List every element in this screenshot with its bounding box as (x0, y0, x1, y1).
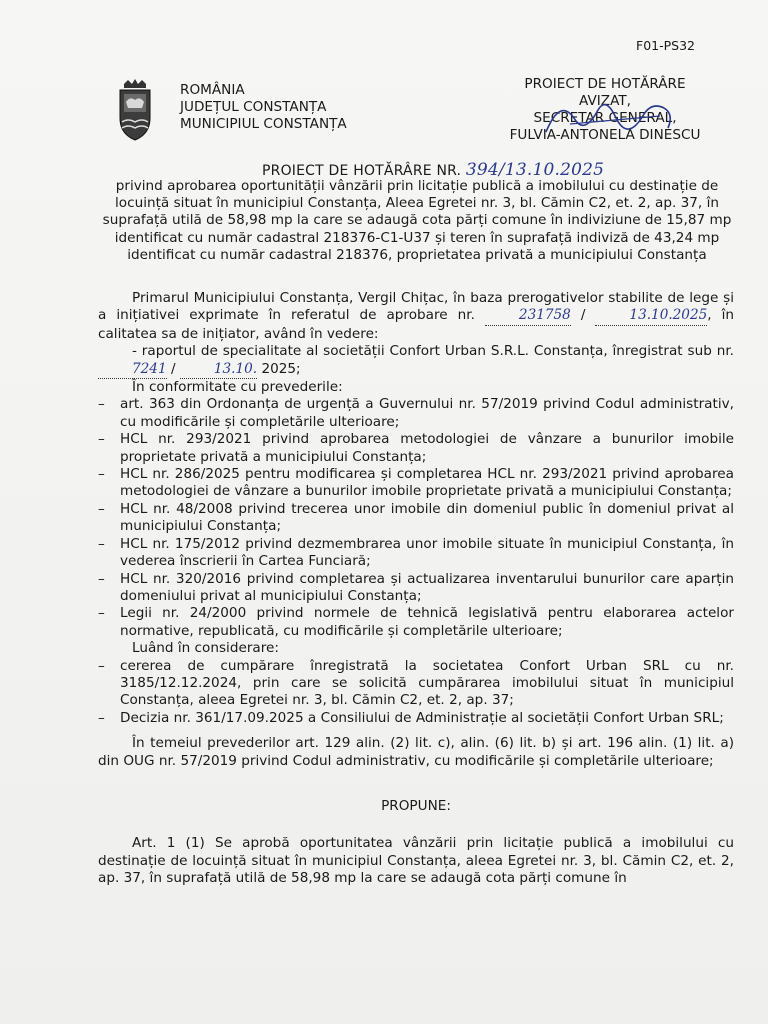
list-item-text: HCL nr. 175/2012 privind dezmembrarea unor imobile situate în municipiul Constanța, în vederea înscrierii în Cartea Funciară; (120, 535, 734, 570)
list-dash: – (98, 709, 105, 726)
list-item (98, 536, 734, 571)
list-item (98, 658, 734, 710)
propune-heading: PROPUNE: (381, 797, 451, 814)
referat-separator: / (580, 307, 586, 324)
list-item-text: Decizia nr. 361/17.09.2025 a Consiliului de Administrație al societății Confort Urban SRL; (120, 709, 724, 726)
intro-text-2: , în calitatea sa de inițiator, având în vedere: (98, 307, 734, 342)
list-item-text: Legii nr. 24/2000 privind normele de tehnică legislativă pentru elaborarea actelor normative, republicată, cu modificările și completările ulterioare; (120, 605, 734, 639)
referat-date: 13.10.2025 (595, 307, 707, 325)
list-item (98, 501, 734, 536)
approval-role: SECRETAR GENERAL, (533, 110, 677, 126)
document-body (98, 290, 734, 888)
conformitate-heading: În conformitate cu prevederile: (132, 379, 343, 396)
list-item (98, 466, 734, 501)
issuer-header (180, 82, 347, 133)
list-item (98, 396, 734, 431)
raport-paragraph (98, 343, 734, 379)
article-1-paragraph: Art. 1 (1) Se aprobă oportunitatea vânzării prin licitație publică a imobilului cu destinație de locuință situat în municipiul Constanța, aleea Egretei nr. 3, bl. Cămin C2, et. 2, ap. 37, în suprafață utilă de 58,98 mp la care se adaugă cota părți comune în (98, 835, 734, 887)
list-item-text: art. 363 din Ordonanța de urgență a Guvernului nr. 57/2019 privind Codul administrativ, cu modificările și completările ulterioare; (120, 396, 734, 430)
list-dash: – (98, 466, 105, 483)
referat-number: 231758 (485, 307, 571, 325)
raport-date: 13.10. (180, 361, 257, 379)
list-item-text: HCL nr. 320/2016 privind completarea și actualizarea inventarului bunurilor care aparțin domeniului privat al municipiului Constanța; (120, 570, 734, 604)
list-item-text: HCL nr. 286/2025 pentru modificarea și completarea HCL nr. 293/2021 privind aprobarea metodologiei de vânzare a bunurilor imobile proprietate privată a municipiului Constanța; (120, 466, 734, 500)
issuer-municipality: MUNICIPIUL CONSTANȚA (180, 116, 347, 132)
title-number-handwritten: 394/13.10.2025 (465, 160, 605, 180)
list-dash: – (98, 431, 105, 448)
considerare-heading: Luând în considerare: (132, 640, 279, 657)
conformitate-list (98, 396, 734, 640)
signature-scribble (540, 88, 690, 148)
spacer (98, 727, 734, 735)
coat-of-arms-icon (116, 78, 154, 142)
raport-separator: / (170, 360, 176, 377)
issuer-country: ROMÂNIA (180, 82, 245, 98)
raport-text: - raportul de specialitate al societății Confort Urban S.R.L. Constanța, înregistrat sub nr. (132, 343, 734, 360)
approval-doc-type: PROIECT DE HOTĂRÂRE (524, 76, 686, 92)
list-dash: – (98, 500, 105, 517)
document-subject: privind aprobarea oportunității vânzării prin licitație publică a imobilului cu destinație de locuință situat în municipiul Constanța, Aleea Egretei nr. 3, bl. Cămin C2, et. 2, ap. 37, în suprafață utilă de 58,98 mp la care se adaugă cota părți comune în indiviziune de 15,87 mp identificat cu număr cadastral 218376-C1-U37 și teren în suprafață indiviză de 43,24 mp identificat cu număr cadastral 218376, proprietatea privată a municipiului Constanța (102, 178, 732, 263)
intro-text-1: Primarul Municipiului Constanța, Vergil Chițac, în baza prerogativelor stabilite de lege și a inițiativei exprimate în referatul de aprobare nr. (98, 290, 734, 324)
list-dash: – (98, 535, 105, 552)
list-item (98, 710, 734, 727)
list-dash: – (98, 396, 105, 413)
list-dash: – (98, 570, 105, 587)
approval-name: FULVIA-ANTONELA DINESCU (509, 127, 701, 143)
list-dash: – (98, 605, 105, 622)
list-dash: – (98, 657, 105, 674)
list-item-text: HCL nr. 293/2021 privind aprobarea metodologiei de vânzare a bunurilor imobile proprietate privată a municipiului Constanța; (120, 431, 734, 465)
list-item (98, 431, 734, 466)
list-item-text: cererea de cumpărare înregistrată la societatea Confort Urban SRL cu nr. 3185/12.12.2024, prin care se solicită cumpărarea imobilului situat în municipiul Constanța, aleea Egretei nr. 3, bl. Cămin C2, et. 2, ap. 37; (120, 657, 734, 709)
issuer-county: JUDEȚUL CONSTANȚA (180, 99, 327, 115)
approval-status: AVIZAT, (579, 93, 631, 109)
list-item-text: HCL nr. 48/2008 privind trecerea unor imobile din domeniul public în domeniul privat al municipiului Constanța; (120, 500, 734, 535)
temei-paragraph: În temeiul prevederilor art. 129 alin. (2) lit. c), alin. (6) lit. b) și art. 196 alin. (1) lit. a) din OUG nr. 57/2019 privind Codul administrativ, cu modificările și completările ulterioare; (98, 735, 734, 769)
raport-number: 7241 (98, 361, 167, 379)
raport-year: 2025; (261, 360, 301, 377)
intro-paragraph (98, 290, 734, 343)
list-item (98, 605, 734, 640)
considerare-list (98, 658, 734, 728)
form-code: F01-PS32 (636, 38, 695, 53)
list-item (98, 571, 734, 606)
title-prefix: PROIECT DE HOTĂRÂRE NR. (262, 163, 462, 179)
document-title (262, 160, 604, 180)
